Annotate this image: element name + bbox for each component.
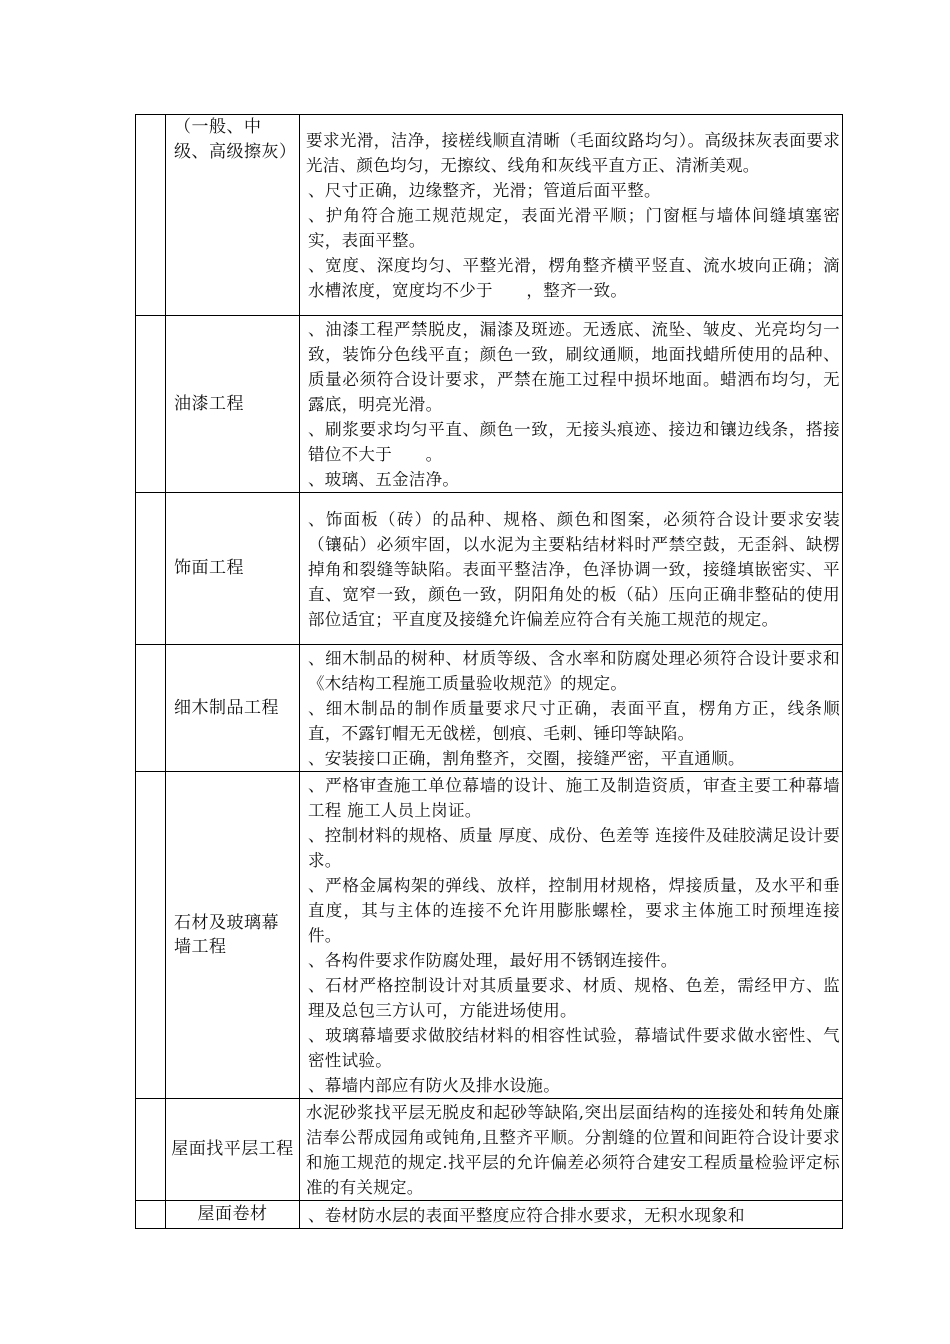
table-row (136, 1201, 843, 1229)
table-row (136, 115, 843, 316)
quality-requirements-table (135, 114, 843, 1229)
table-row (136, 772, 843, 1099)
requirement-text: 、刷浆要求均匀平直、颜色一致，无接头痕迹、接边和镶边线条，搭接错位不大于 。 (308, 420, 840, 464)
requirement-text: 、细木制品的制作质量要求尺寸正确，表面平直，楞角方正，线条顺直，不露钉帽无无戗槎，刨痕、毛刺、锤印等缺陷。 (308, 699, 840, 743)
category-cell: 油漆工程 (166, 316, 300, 493)
requirements-cell (300, 493, 843, 645)
requirement-text: 、宽度、深度均匀、平整光滑，楞角整齐横平竖直、流水坡向正确；滴水槽浓度，宽度均不少于 ，整齐一致。 (308, 256, 840, 300)
requirement-text: 、卷材防水层的表面平整度应符合排水要求，无积水现象和 (308, 1205, 745, 1225)
requirement-text: 水泥砂浆找平层无脱皮和起砂等缺陷,突出层面结构的连接处和转角处廉洁奉公帮成园角或钝角,且整齐平顺。分割缝的位置和间距符合设计要求和施工规范的规定.找平层的允许偏差必须符合建安工程质量检验评定标准的有关规定。 (306, 1103, 840, 1197)
requirement-text: 、幕墙内部应有防火及排水设施。 (308, 1076, 560, 1095)
requirements-cell (300, 772, 843, 1099)
requirement-text: 、油漆工程严禁脱皮，漏漆及斑迹。无透底、流坠、皱皮、光亮均匀一致，装饰分色线平直；颜色一致，刷纹通顺，地面找蜡所使用的品种、质量必须符合设计要求，严禁在施工过程中损坏地面。蜡洒布均匀，无露底，明亮光滑。 (308, 320, 840, 414)
table-row (136, 316, 843, 493)
category-cell: 石材及玻璃幕墙工程 (166, 772, 300, 1099)
index-cell (136, 115, 166, 316)
requirement-text: 、石材严格控制设计对其质量要求、材质、规格、色差，需经甲方、监理及总包三方认可，方能进场使用。 (308, 976, 840, 1020)
index-cell (136, 1099, 166, 1201)
requirement-text: 、严格金属构架的弹线、放样，控制用材规格，焊接质量，及水平和垂直度，其与主体的连接不允许用膨胀螺栓，要求主体施工时预埋连接件。 (308, 876, 840, 945)
requirement-text: 、安装接口正确，割角整齐，交圈，接缝严密，平直通顺。 (308, 749, 745, 768)
requirements-cell (300, 1099, 843, 1201)
requirement-text: 、细木制品的树种、材质等级、含水率和防腐处理必须符合设计要求和《木结构工程施工质量验收规范》的规定。 (308, 649, 840, 693)
table-row (136, 1099, 843, 1201)
requirements-cell (300, 1201, 843, 1229)
category-cell: （一般、中级、高级擦灰） (166, 115, 300, 316)
index-cell (136, 316, 166, 493)
index-cell (136, 772, 166, 1099)
requirement-text: 、玻璃幕墙要求做胶结材料的相容性试验，幕墙试件要求做水密性、气密性试验。 (308, 1026, 840, 1070)
table-row (136, 493, 843, 645)
table-row (136, 645, 843, 772)
requirement-text: 、严格审查施工单位幕墙的设计、施工及制造资质，审查主要工种幕墙工程 施工人员上岗证。 (308, 776, 840, 820)
requirement-text: 、护角符合施工规范规定，表面光滑平顺；门窗框与墙体间缝填塞密实，表面平整。 (308, 206, 840, 250)
category-cell: 细木制品工程 (166, 645, 300, 772)
category-cell: 饰面工程 (166, 493, 300, 645)
category-cell: 屋面卷材 (166, 1201, 300, 1229)
requirements-cell (300, 645, 843, 772)
requirements-cell (300, 316, 843, 493)
requirements-cell (300, 115, 843, 316)
index-cell (136, 645, 166, 772)
requirement-text: 、各构件要求作防腐处理，最好用不锈钢连接件。 (308, 951, 678, 970)
category-cell: 屋面找平层工程 (166, 1099, 300, 1201)
requirement-text: 、玻璃、五金洁净。 (308, 470, 460, 489)
index-cell (136, 1201, 166, 1229)
index-cell (136, 493, 166, 645)
requirement-text: 、控制材料的规格、质量 厚度、成份、色差等 连接件及硅胶满足设计要求。 (308, 826, 840, 870)
requirement-text: 、尺寸正确，边缘整齐，光滑；管道后面平整。 (308, 181, 661, 200)
requirement-text: 要求光滑，洁净，接槎线顺直清晰（毛面纹路均匀）。高级抹灰表面要求光洁、颜色均匀，无擦纹、线角和灰线平直方正、清淅美观。 (306, 131, 840, 175)
requirement-text: 、饰面板（砖）的品种、规格、颜色和图案，必须符合设计要求安装（镶砧）必须牢固，以水泥为主要粘结材料时严禁空鼓，无歪斜、缺楞掉角和裂缝等缺陷。表面平整洁净，色泽协调一致，接缝填嵌密实、平直、宽窄一致，颜色一致，阴阳角处的板（砧）压向正确非整砧的使用部位适宜；平直度及接缝允许偏差应符合有关施工规范的规定。 (308, 509, 840, 629)
